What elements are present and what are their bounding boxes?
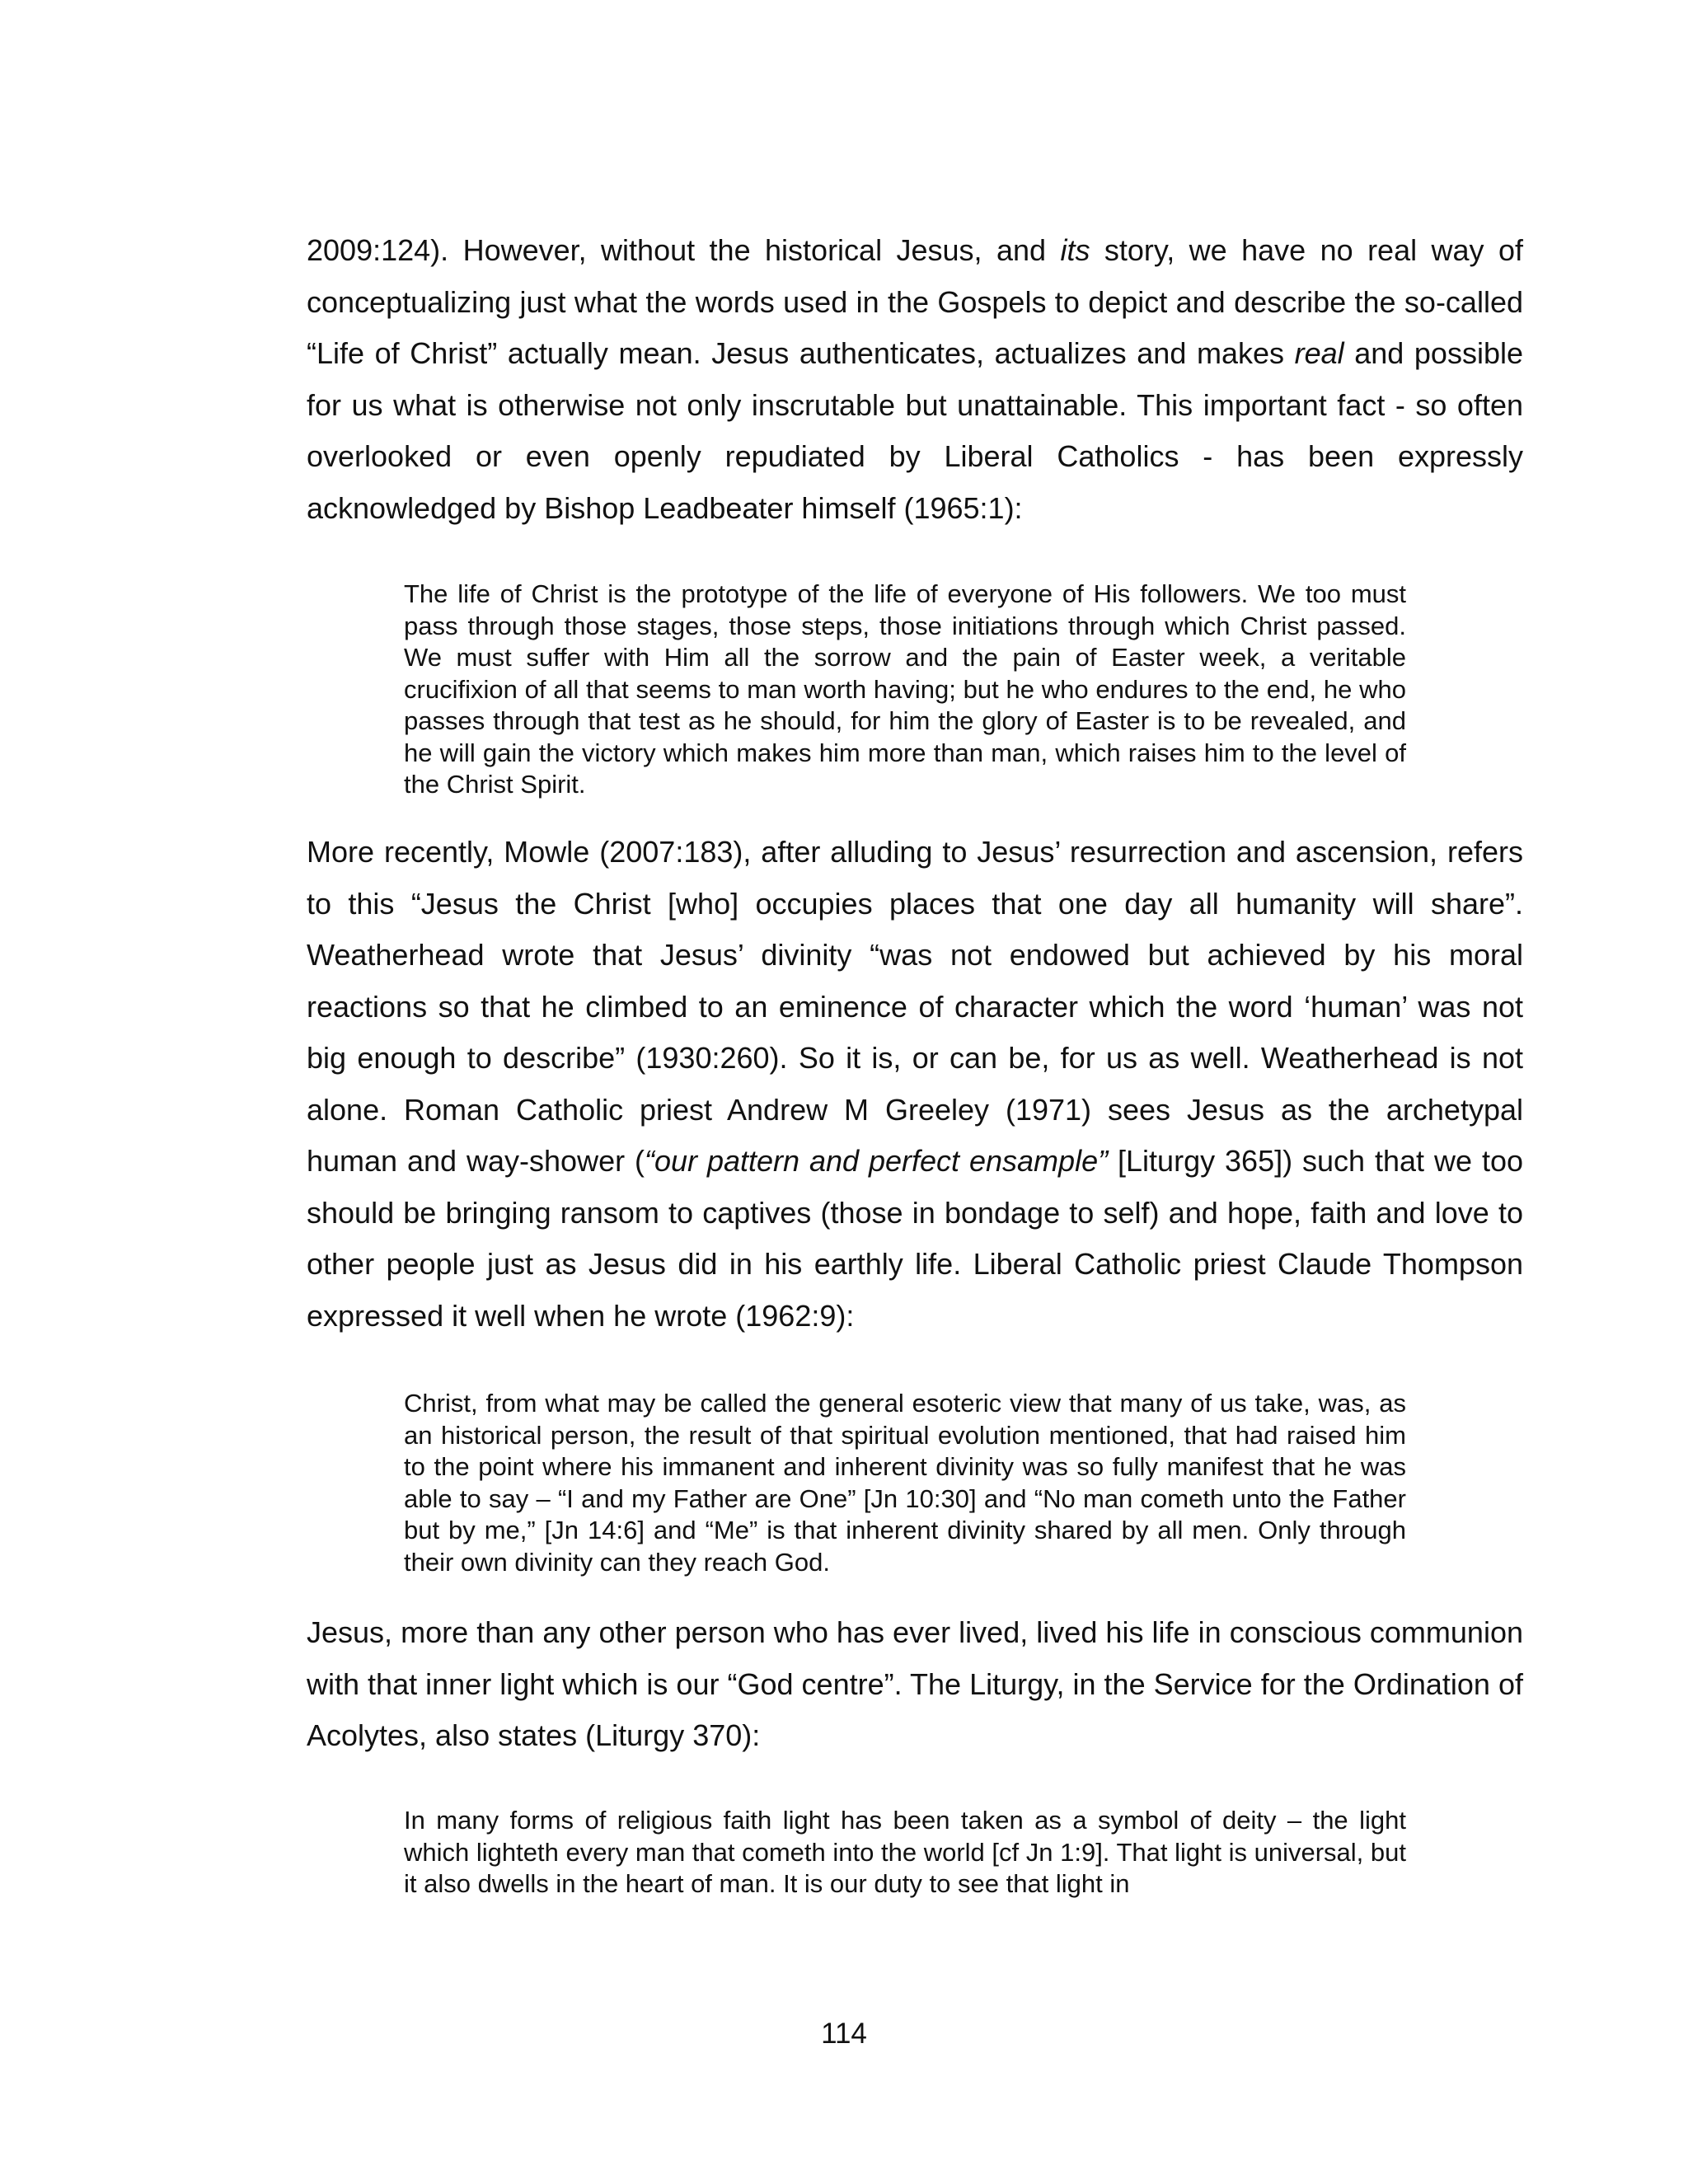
p2-text-c: [Liturgy 365]) such that we too should be bringing ransom to captives (those in bondage to self) and hope, faith and love to other people just as Jesus did in his earthly life. Liberal Catholic priest Claude Thompson expressed it well when he wrote (1962:9):	[307, 1144, 1524, 1333]
body-paragraph-1	[307, 225, 1523, 534]
p2-emphasis-quote: “our pattern and perfect ensample”	[645, 1144, 1109, 1178]
block-quote-1: The life of Christ is the prototype of the life of everyone of His followers. We too must pass through those stages, those steps, those initiations through which Christ passed. We must suffer with Him all the sorrow and the pain of Easter week, a veritable crucifixion of all that seems to man worth having; but he who endures to the end, he who passes through that test as he should, for him the glory of Easter is to be revealed, and he will gain the victory which makes him more than man, which raises him to the level of the Christ Spirit.	[404, 579, 1406, 799]
p1-text-a: 2009:124). However, without the historical Jesus, and	[307, 233, 1061, 267]
page-number: 114	[821, 2018, 867, 2050]
body-paragraph-3: Jesus, more than any other person who has ever lived, lived his life in conscious communion with that inner light which is our “God centre”. The Liturgy, in the Service for the Ordination of Acolytes, also states (Liturgy 370):	[307, 1615, 1523, 1752]
p1-text-e: and possible for us what is otherwise not only inscrutable but unattainable. This important fact - so often overlooked or even openly repudiated by Liberal Catholics - has been expressly acknowledged by Bishop Leadbeater himself (1965:1):	[307, 336, 1523, 525]
body-paragraph-2	[307, 827, 1523, 1342]
block-quote-3: In many forms of religious faith light has been taken as a symbol of deity – the light which lighteth every man that cometh into the world [cf Jn 1:9]. That light is universal, but it also dwells in the heart of man. It is our duty to see that light in	[404, 1806, 1406, 1898]
block-quote-2: Christ, from what may be called the general esoteric view that many of us take, was, as an historical person, the result of that spiritual evolution mentioned, that had raised him to the point where his immanent and inherent divinity was so fully manifest that he was able to say – “I and my Father are One” [Jn 10:30] and “No man cometh unto the Father but by me,” [Jn 14:6] and “Me” is that inherent divinity shared by all men. Only through their own divinity can they reach God.	[404, 1389, 1406, 1577]
p1-emphasis-real: real	[1294, 336, 1344, 370]
p2-text-a: More recently, Mowle (2007:183), after alluding to Jesus’ resurrection and ascension, refers to this “Jesus the Christ [who] occupies places that one day all humanity will share”. Weatherhead wrote that Jesus’ divinity “was not endowed but achieved by his moral reactions so that he climbed to an eminence of character which the word ‘human’ was not big enough to describe” (1930:260). So it is, or can be, for us as well. Weatherhead is not alone. Roman Catholic priest Andrew M Greeley (1971) sees Jesus as the archetypal human and way-shower (	[307, 835, 1523, 1178]
p1-emphasis-its: its	[1060, 233, 1090, 267]
p1-text-c: story, we have no real way of conceptualizing just what the words used in the Gospels to depict and describe the so-called “Life of Christ” actually mean. Jesus authenticates, actualizes and makes	[307, 233, 1523, 370]
